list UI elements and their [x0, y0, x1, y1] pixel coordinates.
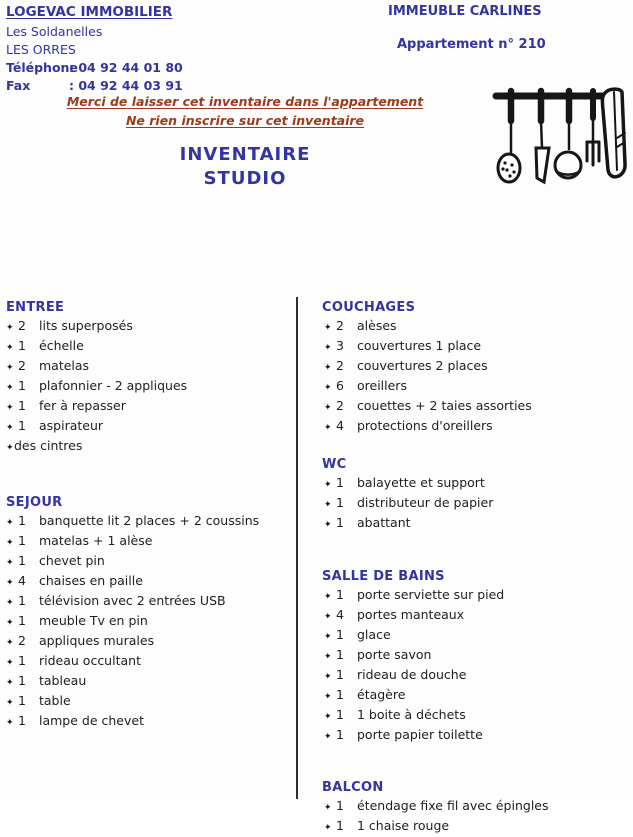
agency-address-line-1: Les Soldanelles: [6, 24, 103, 39]
diamond-bullet-icon: ✦: [324, 692, 332, 702]
item-text: abattant: [357, 515, 411, 530]
item-text: portes manteaux: [357, 607, 465, 622]
item-text: porte papier toilette: [357, 727, 483, 742]
item-quantity: 1: [18, 593, 26, 608]
diamond-bullet-icon: ✦: [324, 672, 332, 682]
item-text: télévision avec 2 entrées USB: [39, 593, 226, 608]
list-item: [6, 712, 291, 732]
list-item: [6, 337, 291, 357]
section-heading: SEJOUR: [6, 495, 63, 510]
diamond-bullet-icon: ✦: [6, 423, 14, 433]
column-divider: [296, 297, 298, 799]
section-heading: WC: [322, 457, 347, 472]
diamond-bullet-icon: ✦: [324, 363, 332, 373]
list-item: [320, 817, 628, 837]
list-item: [6, 652, 291, 672]
diamond-bullet-icon: ✦: [6, 578, 14, 588]
section-salle-de-bains: [320, 568, 628, 746]
item-quantity: 1: [18, 513, 26, 528]
list-item: [320, 494, 628, 514]
section-wc: [320, 456, 628, 534]
diamond-bullet-icon: ✦: [6, 658, 14, 668]
building-name: IMMEUBLE CARLINES: [388, 4, 542, 19]
diamond-bullet-icon: ✦: [6, 678, 14, 688]
diamond-bullet-icon: ✦: [324, 652, 332, 662]
diamond-bullet-icon: ✦: [6, 698, 14, 708]
phone-label: Téléphone: [6, 60, 78, 75]
list-item: [6, 692, 291, 712]
diamond-bullet-icon: ✦: [6, 363, 14, 373]
list-item: [6, 512, 291, 532]
section-heading: ENTREE: [6, 300, 65, 315]
item-quantity: 2: [18, 318, 26, 333]
list-item: [6, 612, 291, 632]
item-quantity: 2: [18, 358, 26, 373]
diamond-bullet-icon: ✦: [6, 323, 14, 333]
item-text: lampe de chevet: [39, 713, 144, 728]
list-item: [320, 797, 628, 817]
item-text: matelas: [39, 358, 90, 373]
list-item: [320, 357, 628, 377]
fax-number: : 04 92 44 03 91: [69, 78, 183, 93]
item-text: 1 chaise rouge: [357, 818, 450, 833]
item-quantity: 1: [18, 533, 26, 548]
item-text: aspirateur: [39, 418, 104, 433]
list-item: [320, 666, 628, 686]
apartment-number: Appartement n° 210: [397, 37, 546, 52]
item-quantity: 1: [336, 818, 344, 833]
diamond-bullet-icon: ✦: [6, 618, 14, 628]
item-text: banquette lit 2 places + 2 coussins: [39, 513, 260, 528]
agency-block: [6, 3, 183, 95]
item-quantity: 1: [18, 693, 26, 708]
notice-block: [0, 92, 490, 130]
item-text: fer à repasser: [39, 398, 126, 413]
item-quantity: 1: [18, 673, 26, 688]
diamond-bullet-icon: ✦: [324, 323, 332, 333]
notice-line-2: Ne rien inscrire sur cet inventaire: [125, 113, 365, 128]
list-item: [6, 317, 291, 337]
item-quantity: 2: [336, 318, 344, 333]
item-quantity: 1: [18, 553, 26, 568]
diamond-bullet-icon: ✦: [6, 558, 14, 568]
item-quantity: 1: [18, 378, 26, 393]
item-text: plafonnier - 2 appliques: [39, 378, 188, 393]
item-quantity: 2: [18, 633, 26, 648]
item-quantity: 1: [18, 613, 26, 628]
list-item: [320, 726, 628, 746]
list-item: [320, 417, 628, 437]
diamond-bullet-icon: ✦: [6, 538, 14, 548]
document-title-block: [0, 143, 490, 191]
item-quantity: 2: [336, 398, 344, 413]
diamond-bullet-icon: ✦: [324, 632, 332, 642]
item-text: couettes + 2 taies assorties: [357, 398, 532, 413]
item-text: matelas + 1 alèse: [39, 533, 153, 548]
list-item: [6, 592, 291, 612]
item-quantity: 1: [336, 727, 344, 742]
item-text: couvertures 2 places: [357, 358, 488, 373]
item-quantity: 3: [336, 338, 344, 353]
item-text: des cintres: [14, 438, 83, 453]
item-text: 1 boite à déchets: [357, 707, 466, 722]
agency-address-line-2: LES ORRES: [6, 42, 76, 57]
item-quantity: 1: [336, 798, 344, 813]
left-column: [6, 299, 291, 732]
list-item: [320, 606, 628, 626]
item-quantity: 1: [336, 515, 344, 530]
diamond-bullet-icon: ✦: [6, 443, 14, 453]
item-text: protections d'oreillers: [357, 418, 493, 433]
diamond-bullet-icon: ✦: [6, 638, 14, 648]
list-item: [320, 626, 628, 646]
diamond-bullet-icon: ✦: [324, 592, 332, 602]
item-text: distributeur de papier: [357, 495, 494, 510]
item-text: chaises en paille: [39, 573, 143, 588]
diamond-bullet-icon: ✦: [324, 732, 332, 742]
diamond-bullet-icon: ✦: [324, 712, 332, 722]
phone-number: : 04 92 44 01 80: [69, 60, 183, 75]
section-heading: BALCON: [322, 780, 384, 795]
item-text: chevet pin: [39, 553, 105, 568]
section-entree: [6, 299, 291, 457]
diamond-bullet-icon: ✦: [324, 423, 332, 433]
item-quantity: 4: [336, 607, 344, 622]
agency-name: LOGEVAC IMMOBILIER: [6, 4, 173, 20]
diamond-bullet-icon: ✦: [6, 518, 14, 528]
list-item: [320, 646, 628, 666]
list-item: [320, 586, 628, 606]
item-text: étagère: [357, 687, 406, 702]
item-quantity: 1: [18, 338, 26, 353]
item-quantity: 1: [336, 627, 344, 642]
item-text: porte serviette sur pied: [357, 587, 505, 602]
notice-line-1: Merci de laisser cet inventaire dans l'appartement: [66, 94, 424, 109]
item-quantity: 1: [18, 418, 26, 433]
list-item: [6, 672, 291, 692]
section-heading: COUCHAGES: [322, 300, 416, 315]
diamond-bullet-icon: ✦: [6, 403, 14, 413]
item-text: tableau: [39, 673, 87, 688]
item-quantity: 1: [336, 495, 344, 510]
item-quantity: 6: [336, 378, 344, 393]
list-item: [6, 377, 291, 397]
item-quantity: 1: [18, 653, 26, 668]
diamond-bullet-icon: ✦: [324, 383, 332, 393]
list-item: [320, 317, 628, 337]
item-quantity: 1: [336, 475, 344, 490]
item-text: table: [39, 693, 71, 708]
item-text: échelle: [39, 338, 84, 353]
item-quantity: 1: [336, 707, 344, 722]
item-text: rideau de douche: [357, 667, 467, 682]
section-balcon: [320, 779, 628, 837]
list-item: [6, 357, 291, 377]
item-text: porte savon: [357, 647, 432, 662]
list-item: [6, 437, 291, 457]
item-text: rideau occultant: [39, 653, 141, 668]
item-text: balayette et support: [357, 475, 485, 490]
list-item: [320, 377, 628, 397]
item-quantity: 1: [336, 647, 344, 662]
item-quantity: 1: [18, 713, 26, 728]
building-block: [388, 3, 546, 54]
diamond-bullet-icon: ✦: [6, 343, 14, 353]
list-item: [6, 532, 291, 552]
fax-label: Fax: [6, 78, 31, 93]
item-text: étendage fixe fil avec épingles: [357, 798, 549, 813]
list-item: [320, 337, 628, 357]
diamond-bullet-icon: ✦: [6, 383, 14, 393]
item-text: meuble Tv en pin: [39, 613, 148, 628]
section-sejour: [6, 494, 291, 732]
list-item: [6, 397, 291, 417]
item-quantity: 4: [336, 418, 344, 433]
item-quantity: 1: [336, 687, 344, 702]
list-item: [6, 572, 291, 592]
list-item: [320, 686, 628, 706]
document-title: INVENTAIRE: [179, 144, 311, 165]
item-quantity: 1: [336, 667, 344, 682]
list-item: [320, 474, 628, 494]
section-couchages: [320, 299, 628, 437]
item-text: appliques murales: [39, 633, 155, 648]
kitchen-utensils-rack-icon: [491, 86, 628, 192]
diamond-bullet-icon: ✦: [324, 500, 332, 510]
list-item: [6, 417, 291, 437]
phone-line: [6, 59, 183, 77]
item-quantity: 4: [18, 573, 26, 588]
list-item: [6, 552, 291, 572]
section-heading: SALLE DE BAINS: [322, 569, 445, 584]
list-item: [320, 514, 628, 534]
item-text: oreillers: [357, 378, 407, 393]
item-quantity: 1: [18, 398, 26, 413]
right-column: [320, 299, 628, 837]
item-text: couvertures 1 place: [357, 338, 482, 353]
document-subtitle: STUDIO: [203, 168, 287, 189]
item-text: lits superposés: [39, 318, 133, 333]
list-item: [6, 632, 291, 652]
item-quantity: 1: [336, 587, 344, 602]
diamond-bullet-icon: ✦: [6, 598, 14, 608]
item-quantity: 2: [336, 358, 344, 373]
item-text: alèses: [357, 318, 397, 333]
diamond-bullet-icon: ✦: [324, 823, 332, 833]
diamond-bullet-icon: ✦: [324, 612, 332, 622]
diamond-bullet-icon: ✦: [6, 718, 14, 728]
diamond-bullet-icon: ✦: [324, 343, 332, 353]
diamond-bullet-icon: ✦: [324, 403, 332, 413]
diamond-bullet-icon: ✦: [324, 803, 332, 813]
diamond-bullet-icon: ✦: [324, 520, 332, 530]
list-item: [320, 397, 628, 417]
item-text: glace: [357, 627, 391, 642]
list-item: [320, 706, 628, 726]
diamond-bullet-icon: ✦: [324, 480, 332, 490]
